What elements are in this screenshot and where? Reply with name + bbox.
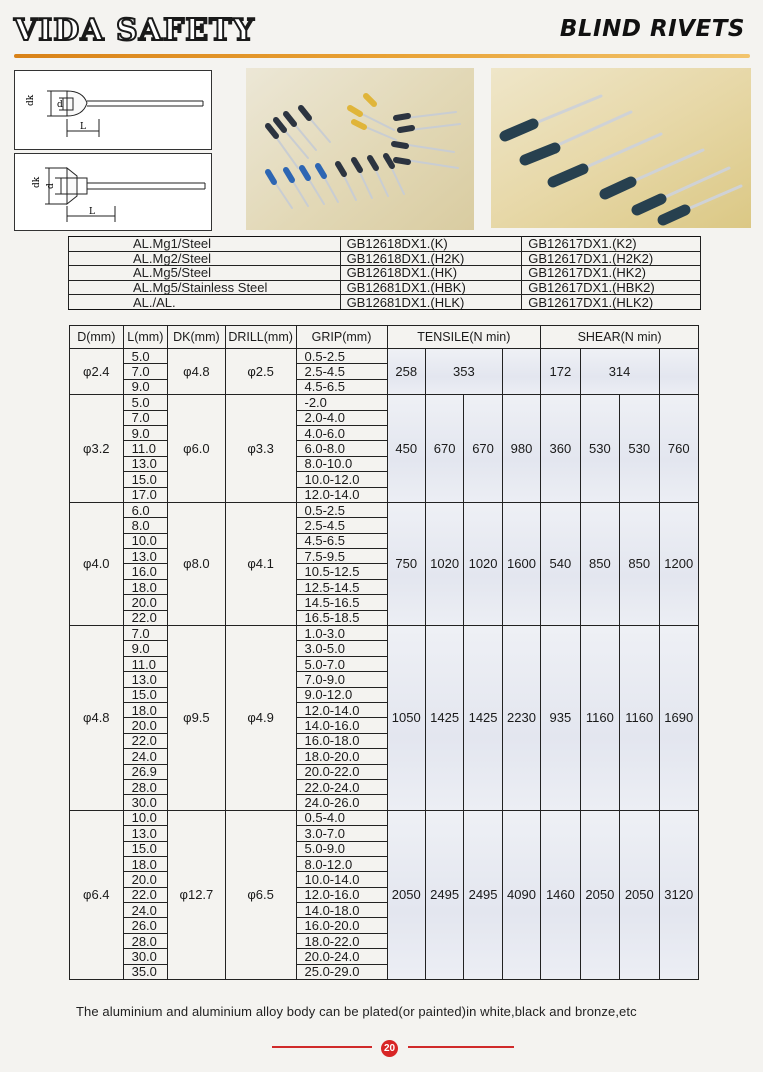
grip-cell: 14.0-18.0 <box>296 903 387 918</box>
diagram-dk-label-2: dk <box>32 176 42 188</box>
gb-dome-cell: GB12618DX1.(HK) <box>340 266 522 281</box>
tensile-cell: 1020 <box>464 502 502 625</box>
gb-countersunk-cell: GB12617DX1.(HLK2) <box>522 295 701 310</box>
diagram-d-label: d <box>57 100 63 110</box>
grip-cell: 20.0-24.0 <box>296 949 387 964</box>
length-cell: 5.0 <box>123 395 167 410</box>
shear-cell: 540 <box>541 502 580 625</box>
drill-cell: φ3.3 <box>225 395 296 503</box>
head-diameter-cell: φ9.5 <box>168 626 226 811</box>
grip-cell: 4.0-6.0 <box>296 425 387 440</box>
gb-countersunk-cell: GB12617DX1.(HK2) <box>522 266 701 281</box>
grip-cell: -2.0 <box>296 395 387 410</box>
grip-cell: 6.0-8.0 <box>296 441 387 456</box>
length-cell: 20.0 <box>123 595 167 610</box>
length-cell: 10.0 <box>123 533 167 548</box>
rivets-photo-dark-drawing <box>491 68 751 228</box>
diameter-cell: φ2.4 <box>70 349 124 395</box>
grip-cell: 18.0-22.0 <box>296 933 387 948</box>
spec-table <box>69 325 699 980</box>
material-cell: AL.Mg5/Stainless Steel <box>69 280 341 295</box>
length-cell: 18.0 <box>123 702 167 717</box>
shear-cell: 314 <box>580 349 659 395</box>
length-cell: 8.0 <box>123 518 167 533</box>
length-cell: 11.0 <box>123 441 167 456</box>
materials-row <box>69 251 701 266</box>
brand-text: VIDA SAFETY <box>14 12 255 48</box>
head-diameter-cell: φ8.0 <box>168 502 226 625</box>
grip-cell: 10.0-12.0 <box>296 472 387 487</box>
shear-cell: 530 <box>580 395 619 503</box>
page-rule-right <box>408 1046 514 1048</box>
grip-cell: 4.5-6.5 <box>296 379 387 394</box>
shear-cell: 1200 <box>659 502 699 625</box>
length-cell: 30.0 <box>123 795 167 810</box>
tensile-cell: 980 <box>502 395 540 503</box>
grip-cell: 8.0-10.0 <box>296 456 387 471</box>
tensile-cell: 2050 <box>387 810 425 979</box>
length-cell: 26.0 <box>123 918 167 933</box>
tensile-cell: 670 <box>425 395 463 503</box>
grip-cell: 2.0-4.0 <box>296 410 387 425</box>
shear-cell: 530 <box>620 395 659 503</box>
length-cell: 9.0 <box>123 641 167 656</box>
head-diameter-cell: φ4.8 <box>168 349 226 395</box>
shear-cell: 850 <box>620 502 659 625</box>
header-dk: DK(mm) <box>168 326 226 349</box>
materials-table <box>68 236 701 310</box>
countersunk-head-drawing <box>15 154 211 230</box>
grip-cell: 0.5-2.5 <box>296 502 387 517</box>
diameter-cell: φ4.8 <box>70 626 124 811</box>
shear-cell: 850 <box>580 502 619 625</box>
length-cell: 18.0 <box>123 579 167 594</box>
header-shear: SHEAR(N min) <box>541 326 699 349</box>
footnote: The aluminium and aluminium alloy body can be plated(or painted)in white,black and bronze,etc <box>76 1004 637 1019</box>
grip-cell: 18.0-20.0 <box>296 749 387 764</box>
head-diameter-cell: φ6.0 <box>168 395 226 503</box>
length-cell: 7.0 <box>123 626 167 641</box>
tensile-cell: 2230 <box>502 626 540 811</box>
length-cell: 20.0 <box>123 872 167 887</box>
length-cell: 7.0 <box>123 364 167 379</box>
material-cell: AL.Mg1/Steel <box>69 237 341 252</box>
gb-countersunk-cell: GB12617DX1.(K2) <box>522 237 701 252</box>
tensile-cell: 2495 <box>425 810 463 979</box>
length-cell: 28.0 <box>123 779 167 794</box>
material-cell: AL.Mg5/Steel <box>69 266 341 281</box>
header-tensile: TENSILE(N min) <box>387 326 541 349</box>
tensile-cell: 670 <box>464 395 502 503</box>
grip-cell: 7.0-9.0 <box>296 672 387 687</box>
dome-head-diagram <box>14 70 212 150</box>
length-cell: 9.0 <box>123 425 167 440</box>
length-cell: 24.0 <box>123 749 167 764</box>
grip-cell: 2.5-4.5 <box>296 518 387 533</box>
tensile-cell: 1425 <box>464 626 502 811</box>
length-cell: 28.0 <box>123 933 167 948</box>
rivets-photo-assorted-drawing <box>246 68 474 230</box>
length-cell: 17.0 <box>123 487 167 502</box>
tensile-cell: 750 <box>387 502 425 625</box>
diagram-d-label-2: d <box>46 183 56 189</box>
grip-cell: 12.0-14.0 <box>296 487 387 502</box>
tensile-cell: 1050 <box>387 626 425 811</box>
length-cell: 22.0 <box>123 733 167 748</box>
length-cell: 20.0 <box>123 718 167 733</box>
length-cell: 9.0 <box>123 379 167 394</box>
length-cell: 18.0 <box>123 856 167 871</box>
diagram-l-label-2: L <box>89 207 95 217</box>
tensile-cell <box>502 349 540 395</box>
shear-cell <box>659 349 699 395</box>
table-row <box>70 502 699 517</box>
diameter-cell: φ3.2 <box>70 395 124 503</box>
length-cell: 35.0 <box>123 964 167 979</box>
table-row <box>70 395 699 410</box>
grip-cell: 5.0-9.0 <box>296 841 387 856</box>
grip-cell: 16.5-18.5 <box>296 610 387 625</box>
page-title: BLIND RIVETS <box>559 16 745 42</box>
drill-cell: φ2.5 <box>225 349 296 395</box>
materials-row <box>69 266 701 281</box>
length-cell: 5.0 <box>123 349 167 364</box>
shear-cell: 2050 <box>580 810 619 979</box>
grip-cell: 12.0-16.0 <box>296 887 387 902</box>
grip-cell: 10.0-14.0 <box>296 872 387 887</box>
materials-row <box>69 237 701 252</box>
header-d: D(mm) <box>70 326 124 349</box>
grip-cell: 12.5-14.5 <box>296 579 387 594</box>
gb-dome-cell: GB12618DX1.(H2K) <box>340 251 522 266</box>
tensile-cell: 2495 <box>464 810 502 979</box>
shear-cell: 760 <box>659 395 699 503</box>
material-cell: AL.Mg2/Steel <box>69 251 341 266</box>
tensile-cell: 353 <box>425 349 502 395</box>
shear-cell: 1160 <box>620 626 659 811</box>
diagram-l-label: L <box>80 122 86 132</box>
tensile-cell: 1020 <box>425 502 463 625</box>
page-rule-left <box>272 1046 372 1048</box>
spec-header-row <box>70 326 699 349</box>
drill-cell: φ4.1 <box>225 502 296 625</box>
table-row <box>70 349 699 364</box>
grip-cell: 12.0-14.0 <box>296 702 387 717</box>
grip-cell: 7.5-9.5 <box>296 549 387 564</box>
head-diameter-cell: φ12.7 <box>168 810 226 979</box>
header-grip: GRIP(mm) <box>296 326 387 349</box>
table-row <box>70 810 699 825</box>
materials-row <box>69 295 701 310</box>
page-number: 20 <box>381 1040 398 1057</box>
tensile-cell: 4090 <box>502 810 540 979</box>
diameter-cell: φ4.0 <box>70 502 124 625</box>
length-cell: 26.9 <box>123 764 167 779</box>
tensile-cell: 1600 <box>502 502 540 625</box>
grip-cell: 22.0-24.0 <box>296 779 387 794</box>
grip-cell: 10.5-12.5 <box>296 564 387 579</box>
grip-cell: 4.5-6.5 <box>296 533 387 548</box>
shear-cell: 1460 <box>541 810 580 979</box>
grip-cell: 14.5-16.5 <box>296 595 387 610</box>
gb-dome-cell: GB12681DX1.(HLK) <box>340 295 522 310</box>
length-cell: 15.0 <box>123 687 167 702</box>
gb-countersunk-cell: GB12617DX1.(H2K2) <box>522 251 701 266</box>
grip-cell: 3.0-5.0 <box>296 641 387 656</box>
grip-cell: 20.0-22.0 <box>296 764 387 779</box>
length-cell: 15.0 <box>123 472 167 487</box>
countersunk-head-diagram <box>14 153 212 231</box>
shear-cell: 1690 <box>659 626 699 811</box>
spec-body <box>70 349 699 980</box>
length-cell: 13.0 <box>123 549 167 564</box>
length-cell: 24.0 <box>123 903 167 918</box>
grip-cell: 16.0-18.0 <box>296 733 387 748</box>
grip-cell: 5.0-7.0 <box>296 656 387 671</box>
length-cell: 15.0 <box>123 841 167 856</box>
drill-cell: φ4.9 <box>225 626 296 811</box>
grip-cell: 3.0-7.0 <box>296 826 387 841</box>
grip-cell: 25.0-29.0 <box>296 964 387 979</box>
grip-cell: 14.0-16.0 <box>296 718 387 733</box>
materials-row <box>69 280 701 295</box>
length-cell: 13.0 <box>123 672 167 687</box>
tensile-cell: 1425 <box>425 626 463 811</box>
length-cell: 22.0 <box>123 610 167 625</box>
table-row <box>70 626 699 641</box>
grip-cell: 8.0-12.0 <box>296 856 387 871</box>
header-drill: DRILL(mm) <box>225 326 296 349</box>
length-cell: 11.0 <box>123 656 167 671</box>
shear-cell: 172 <box>541 349 580 395</box>
diameter-cell: φ6.4 <box>70 810 124 979</box>
tensile-cell: 258 <box>387 349 425 395</box>
length-cell: 30.0 <box>123 949 167 964</box>
shear-cell: 935 <box>541 626 580 811</box>
length-cell: 10.0 <box>123 810 167 825</box>
header-l: L(mm) <box>123 326 167 349</box>
length-cell: 7.0 <box>123 410 167 425</box>
rivets-photo-dark <box>491 68 751 228</box>
drill-cell: φ6.5 <box>225 810 296 979</box>
shear-cell: 1160 <box>580 626 619 811</box>
material-cell: AL./AL. <box>69 295 341 310</box>
gb-dome-cell: GB12618DX1.(K) <box>340 237 522 252</box>
header-rule <box>14 54 750 58</box>
length-cell: 22.0 <box>123 887 167 902</box>
length-cell: 16.0 <box>123 564 167 579</box>
grip-cell: 0.5-2.5 <box>296 349 387 364</box>
grip-cell: 0.5-4.0 <box>296 810 387 825</box>
length-cell: 13.0 <box>123 826 167 841</box>
gb-countersunk-cell: GB12617DX1.(HBK2) <box>522 280 701 295</box>
diagram-dk-label: dk <box>26 94 36 106</box>
grip-cell: 2.5-4.5 <box>296 364 387 379</box>
shear-cell: 2050 <box>620 810 659 979</box>
dome-head-drawing <box>15 71 211 149</box>
grip-cell: 1.0-3.0 <box>296 626 387 641</box>
tensile-cell: 450 <box>387 395 425 503</box>
length-cell: 6.0 <box>123 502 167 517</box>
rivets-photo-assorted <box>246 68 474 230</box>
shear-cell: 360 <box>541 395 580 503</box>
shear-cell: 3120 <box>659 810 699 979</box>
gb-dome-cell: GB12681DX1.(HBK) <box>340 280 522 295</box>
grip-cell: 9.0-12.0 <box>296 687 387 702</box>
grip-cell: 16.0-20.0 <box>296 918 387 933</box>
brand-logo <box>14 10 255 50</box>
grip-cell: 24.0-26.0 <box>296 795 387 810</box>
length-cell: 13.0 <box>123 456 167 471</box>
